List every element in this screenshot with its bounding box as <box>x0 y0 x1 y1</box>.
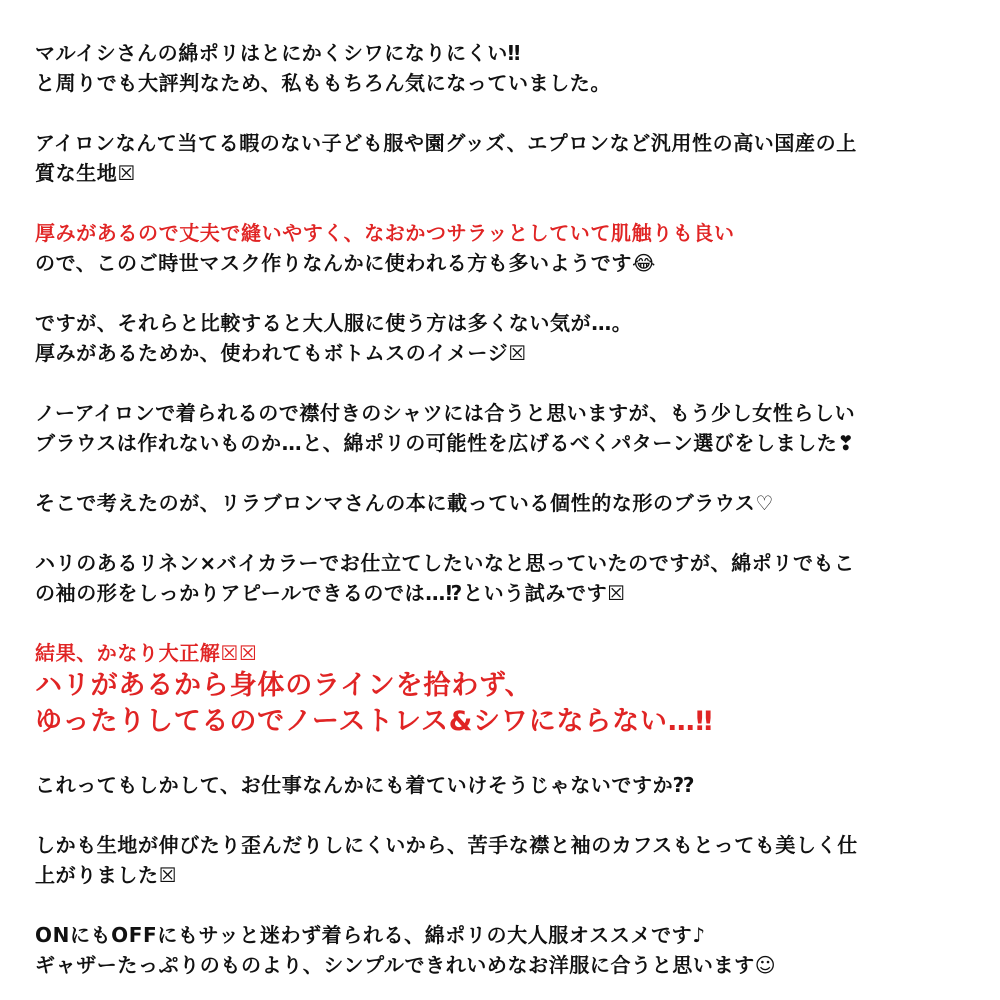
text-line: ギャザーたっぷりのものより、シンプルできれいめなお洋服に合うと思います☺ <box>35 953 777 977</box>
paragraph-fabric-uses <box>35 128 980 188</box>
text-line: これってもしかして、お仕事なんかにも着ていけそうじゃないですか⁇ <box>35 773 695 797</box>
text-line: そこで考えたのが、リラブロンマさんの本に載っている個性的な形のブラウス♡ <box>35 491 774 515</box>
text-line: アイロンなんて当てる暇のない子ども服や園グッズ、エプロンなど汎用性の高い国産の上 <box>35 131 857 155</box>
paragraph-result <box>35 638 980 740</box>
text-line: ハリのあるリネン×バイカラーでお仕立てしたいなと思っていたのですが、綿ポリでもこ <box>35 551 855 575</box>
text-line: しかも生地が伸びたり歪んだりしにくいから、苦手な襟と袖のカフスもとっても美しく仕 <box>35 833 858 857</box>
text-line: ので、このご時世マスク作りなんかに使われる方も多いようです😂 <box>35 251 656 275</box>
article-body <box>35 38 980 980</box>
text-line: の袖の形をしっかりアピールできるのでは…⁉︎という試みです☒ <box>35 581 626 605</box>
text-line: 質な生地☒ <box>35 161 136 185</box>
text-line: ですが、それらと比較すると大人服に使う方は多くない気が…。 <box>35 311 633 335</box>
text-line: ノーアイロンで着られるので襟付きのシャツには合うと思いますが、もう少し女性らしい <box>35 401 856 425</box>
result-label: 結果、かなり大正解☒☒ <box>35 641 258 665</box>
paragraph-finish <box>35 830 980 890</box>
paragraph-texture <box>35 218 980 278</box>
paragraph-blouse <box>35 488 980 518</box>
result-headline-line: ゆったりしてるのでノーストレス&シワにならない…‼︎ <box>35 706 714 737</box>
paragraph-intro <box>35 38 980 98</box>
text-line: 上がりました☒ <box>35 863 178 887</box>
paragraph-trial <box>35 548 980 608</box>
text-line: と周りでも大評判なため、私ももちろん気になっていました。 <box>35 71 611 95</box>
highlight-line: 厚みがあるので丈夫で縫いやすく、なおかつサラッとしていて肌触りも良い <box>35 221 735 245</box>
text-line: ONにもOFFにもサッと迷わず着られる、綿ポリの大人服オススメです♪ <box>35 923 706 947</box>
text-line: 厚みがあるためか、使われてもボトムスのイメージ☒ <box>35 341 527 365</box>
result-headline-line: ハリがあるから身体のラインを拾わず、 <box>35 670 533 701</box>
text-line: マルイシさんの綿ポリはとにかくシワになりにくい‼︎ <box>35 41 521 65</box>
paragraph-pattern-choice <box>35 398 980 458</box>
text-line: ブラウスは作れないものか…と、綿ポリの可能性を広げるべくパターン選びをしました❣ <box>35 431 855 455</box>
paragraph-adult-wear <box>35 308 980 368</box>
paragraph-recommendation <box>35 920 980 980</box>
paragraph-work-wear <box>35 770 980 800</box>
